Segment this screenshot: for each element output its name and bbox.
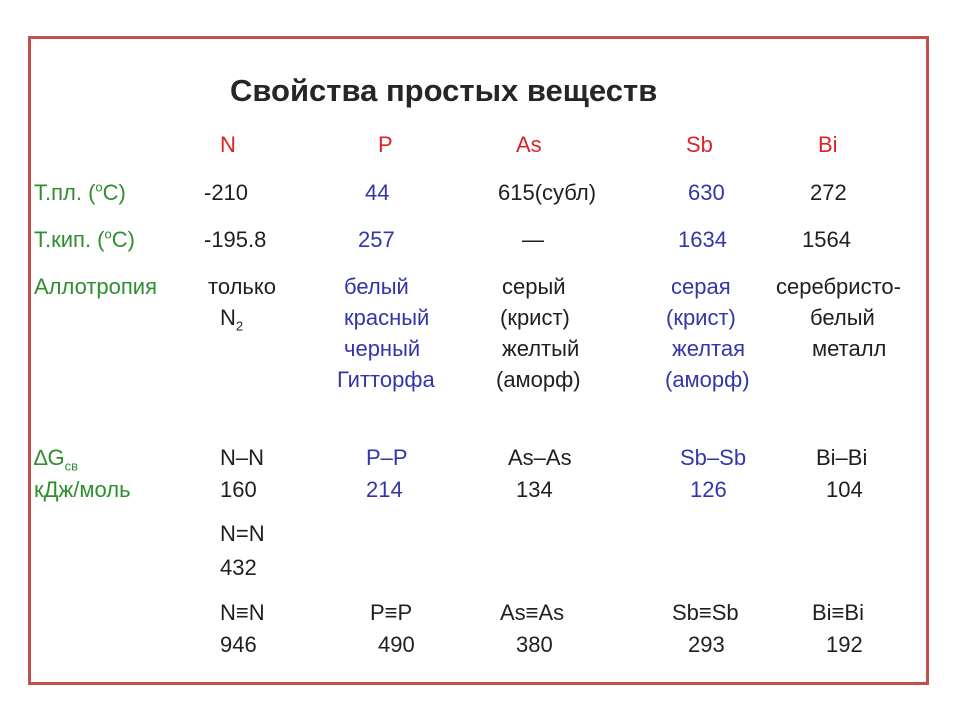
single-bond-N: N–N — [220, 445, 265, 470]
page-title: Свойства простых веществ — [230, 73, 658, 108]
allotropy-P-1: белый — [344, 274, 409, 299]
allotropy-P-2: красный — [344, 305, 430, 330]
header-Sb: Sb — [686, 132, 713, 157]
single-value-P: 214 — [366, 477, 403, 502]
header-Bi: Bi — [818, 132, 838, 157]
single-bond-Bi: Bi–Bi — [816, 445, 868, 470]
triple-value-Bi: 192 — [826, 632, 863, 657]
allotropy-Sb-4: (аморф) — [665, 367, 750, 392]
allotropy-Sb-3: желтая — [672, 336, 746, 361]
header-P: P — [378, 132, 393, 157]
double-bond-N: N=N — [220, 521, 265, 546]
melting-As: 615(субл) — [498, 180, 597, 205]
single-value-As: 134 — [516, 477, 553, 502]
melting-N: -210 — [204, 180, 249, 205]
triple-bond-Bi: Bi≡Bi — [812, 600, 864, 625]
allotropy-Bi-2: белый — [810, 305, 875, 330]
single-value-Bi: 104 — [826, 477, 863, 502]
bond-energy-label: $\Delta G_{св}$ — [34, 445, 78, 474]
single-bond-As: As–As — [508, 445, 572, 470]
triple-value-P: 490 — [378, 632, 415, 657]
allotropy-As-3: желтый — [502, 336, 580, 361]
triple-value-N: 946 — [220, 632, 257, 657]
triple-bond-As: As≡As — [500, 600, 565, 625]
allotropy-As-2: (крист) — [500, 305, 570, 330]
triple-value-As: 380 — [516, 632, 553, 657]
single-bond-P: P–P — [366, 445, 408, 470]
melting-Bi: 272 — [810, 180, 847, 205]
boiling-Sb: 1634 — [678, 227, 727, 252]
single-bond-Sb: Sb–Sb — [680, 445, 747, 470]
allotropy-Sb-1: серая — [671, 274, 731, 299]
allotropy-Sb-2: (крист) — [666, 305, 736, 330]
melting-label: Т.пл. ($^о$С) — [34, 179, 126, 205]
melting-P: 44 — [365, 180, 390, 205]
slide-frame — [28, 36, 929, 685]
boiling-label: Т.кип. ($^о$С) — [34, 226, 135, 252]
boiling-P: 257 — [358, 227, 395, 252]
triple-value-Sb: 293 — [688, 632, 725, 657]
boiling-Bi: 1564 — [802, 227, 851, 252]
double-value-N: 432 — [220, 555, 257, 580]
bond-energy-units: кДж/моль — [34, 477, 131, 502]
header-N: N — [220, 132, 236, 157]
allotropy-P-3: черный — [344, 336, 421, 361]
melting-Sb: 630 — [688, 180, 725, 205]
allotropy-N-line2: $N_2$ — [220, 305, 244, 334]
allotropy-As-1: серый — [502, 274, 566, 299]
allotropy-Bi-1: серебристо- — [776, 274, 901, 299]
allotropy-N-line1: только — [208, 274, 276, 299]
triple-bond-Sb: Sb≡Sb — [672, 600, 739, 625]
single-value-N: 160 — [220, 477, 257, 502]
single-value-Sb: 126 — [690, 477, 727, 502]
triple-bond-N: N≡N — [220, 600, 265, 625]
allotropy-P-4: Гитторфа — [337, 367, 435, 392]
allotropy-As-4: (аморф) — [496, 367, 581, 392]
allotropy-label: Аллотропия — [34, 274, 158, 299]
boiling-N: -195.8 — [204, 227, 267, 252]
header-As: As — [516, 132, 542, 157]
triple-bond-P: P≡P — [370, 600, 413, 625]
boiling-As: — — [522, 227, 544, 252]
allotropy-Bi-3: металл — [812, 336, 887, 361]
